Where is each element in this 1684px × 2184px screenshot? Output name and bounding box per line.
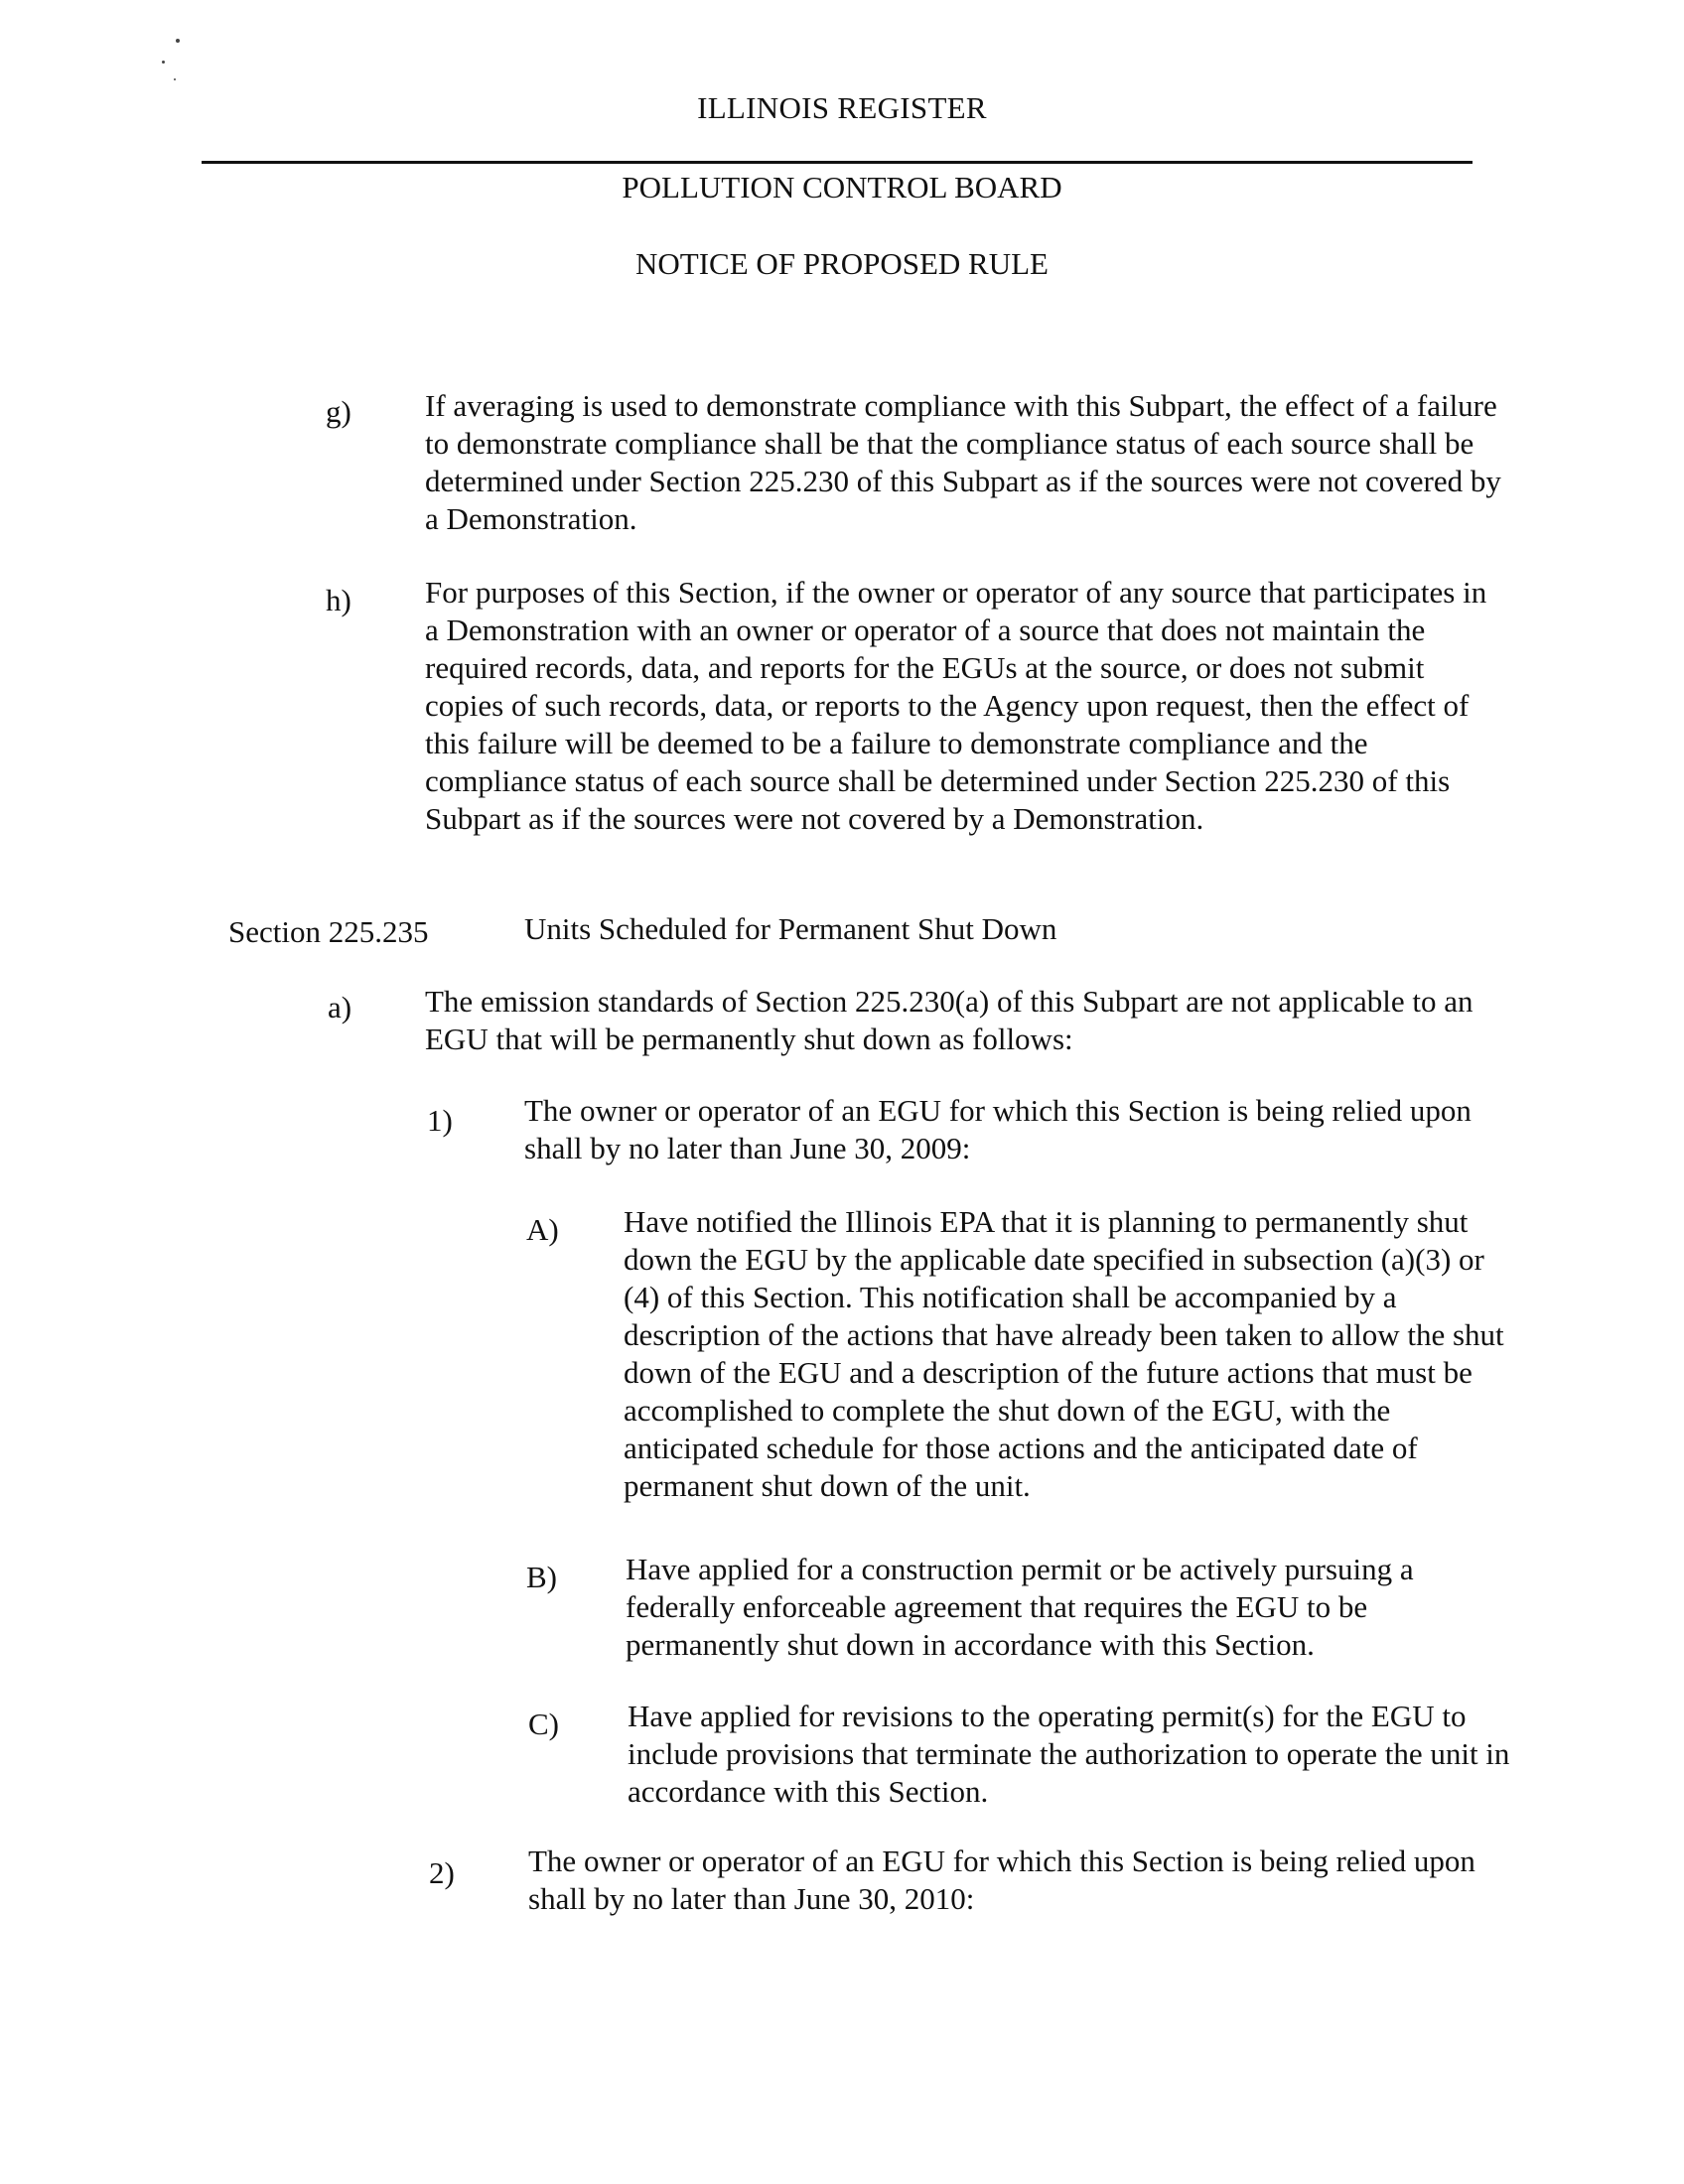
subsection-marker: a) <box>328 990 352 1024</box>
subsection-text: If averaging is used to demonstrate compliance with this Subpart, the effect of a failure to demonstrate compliance shall be that the compliance status of each source shall be determined under Section 225.230 of this Subpart as if the sources were not covered by a Demonstration. <box>425 388 1501 536</box>
paragraph-marker: 2) <box>429 1855 455 1890</box>
notice-title: NOTICE OF PROPOSED RULE <box>635 246 1049 281</box>
subparagraph-text: Have applied for a construction permit or be actively pursuing a federally enforceable agreement that requires the EGU to be permanently shut down in accordance with this Section. <box>626 1552 1414 1662</box>
paragraph-marker: 1) <box>427 1103 453 1138</box>
subsection-marker: h) <box>326 583 351 617</box>
section-title: Units Scheduled for Permanent Shut Down <box>524 911 1057 946</box>
subparagraph-marker: A) <box>526 1212 559 1247</box>
agency-title: POLLUTION CONTROL BOARD <box>622 170 1062 205</box>
paragraph-text: The owner or operator of an EGU for which this Section is being relied upon shall by no later than June 30, 2009: <box>524 1093 1472 1165</box>
subsection-text: The emission standards of Section 225.230(a) of this Subpart are not applicable to an EGU that will be permanently shut down as follows: <box>425 984 1474 1056</box>
subparagraph-marker: B) <box>526 1560 557 1594</box>
section-number: Section 225.235 <box>228 914 429 949</box>
subparagraph-text: Have applied for revisions to the operating permit(s) for the EGU to include provisions that terminate the authorization to operate the unit in accordance with this Section. <box>628 1699 1510 1809</box>
subparagraph-text: Have notified the Illinois EPA that it is planning to permanently shut down the EGU by the applicable date specified in subsection (a)(3) or (4) of this Section. This notification shall be accompanied by a description of the actions that have already been taken to allow the shut down of the EGU and a description of the future actions that must be accomplished to complete the shut down of the EGU, with the anticipated schedule for those actions and the anticipated date of permanent shut down of the unit. <box>624 1204 1504 1503</box>
subsection-marker: g) <box>326 394 351 429</box>
subparagraph-marker: C) <box>528 1706 559 1741</box>
header-rule <box>202 161 1473 164</box>
register-title: ILLINOIS REGISTER <box>697 90 987 125</box>
paragraph-text: The owner or operator of an EGU for which this Section is being relied upon shall by no later than June 30, 2010: <box>528 1843 1475 1916</box>
subsection-text: For purposes of this Section, if the owner or operator of any source that participates in a Demonstration with an owner or operator of a source that does not maintain the required records, data, and reports for the EGUs at the source, or does not submit copies of such records, data, or reports to the Agency upon request, then the effect of this failure will be deemed to be a failure to demonstrate compliance and the compliance status of each source shall be determined under Section 225.230 of this Subpart as if the sources were not covered by a Demonstration. <box>425 575 1487 836</box>
scan-specks <box>154 35 194 94</box>
